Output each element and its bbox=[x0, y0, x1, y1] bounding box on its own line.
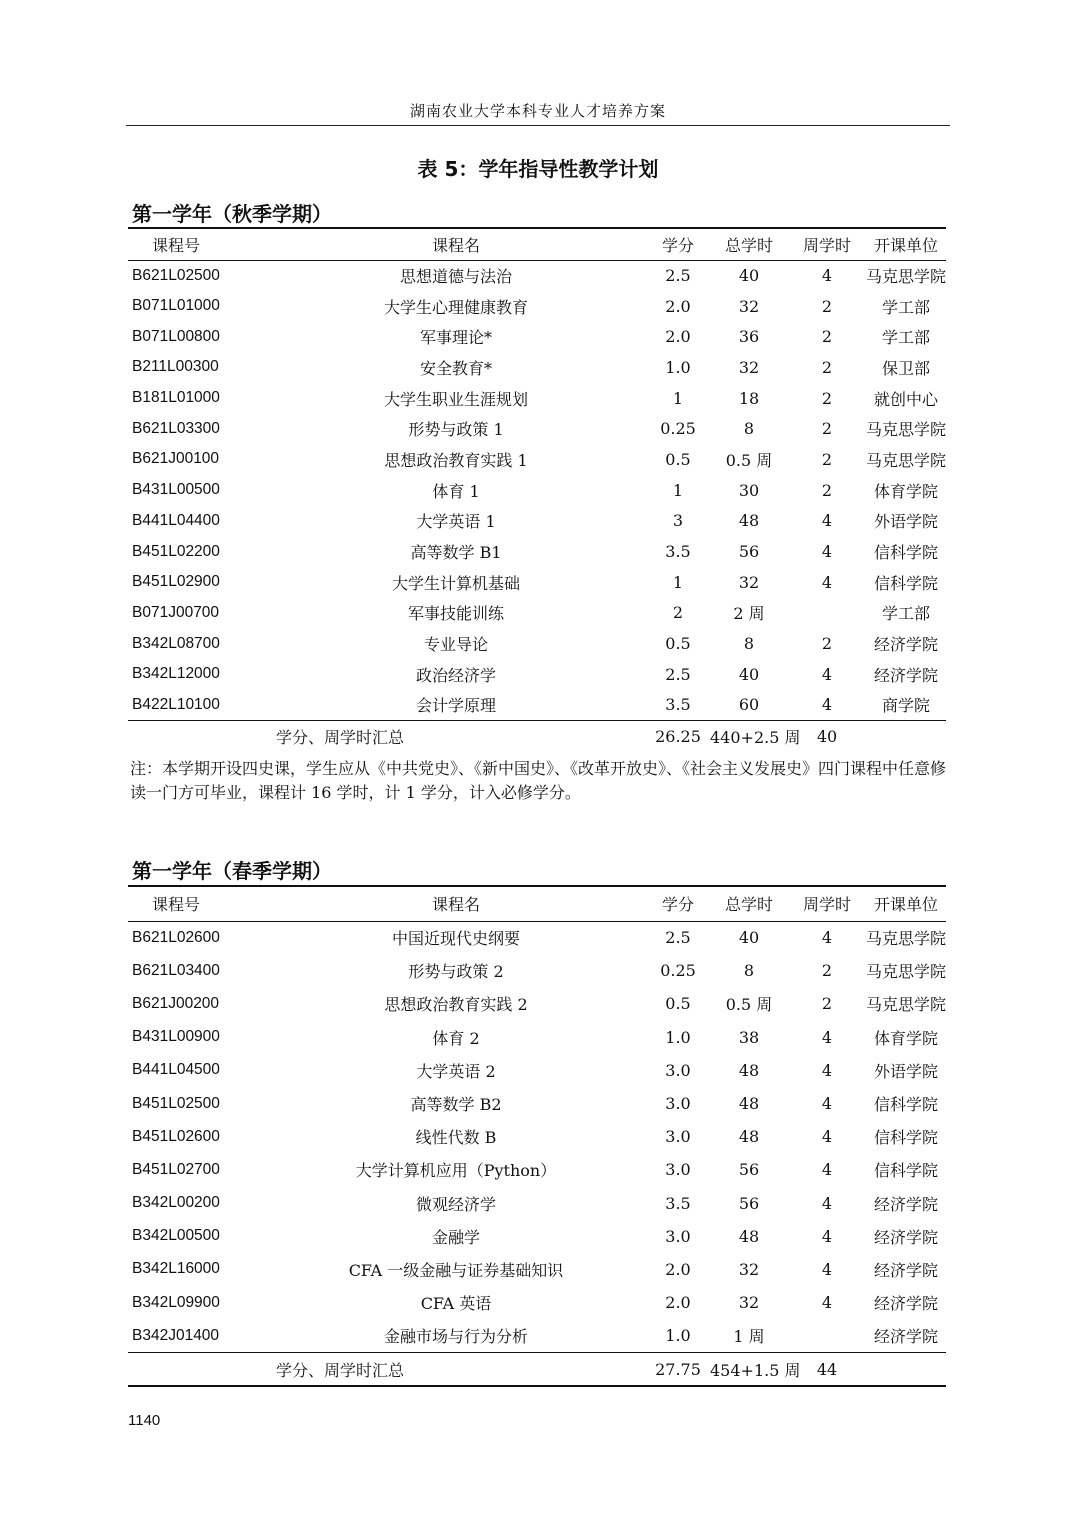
cell-credits: 3 bbox=[672, 511, 684, 531]
cell-course-name: CFA 英语 bbox=[420, 1294, 492, 1314]
cell-total-hours: 38 bbox=[738, 1027, 760, 1047]
page-header: 湖南农业大学本科专业人才培养方案 bbox=[126, 100, 950, 126]
cell-weekly-hours: 2 bbox=[821, 357, 833, 377]
cell-department: 经济学院 bbox=[873, 1294, 938, 1314]
cell-weekly-hours bbox=[788, 1319, 866, 1352]
table-row bbox=[128, 383, 946, 414]
cell-credits: 1 bbox=[672, 388, 684, 408]
cell-course-code: B071J00700 bbox=[132, 603, 220, 621]
cell-department: 经济学院 bbox=[873, 1327, 938, 1347]
cell-credits: 2.5 bbox=[665, 928, 691, 948]
cell-weekly-hours: 4 bbox=[821, 511, 833, 531]
cell-department: 经济学院 bbox=[873, 1194, 938, 1214]
cell-total-hours: 8 bbox=[743, 634, 755, 654]
column-header-credits: 学分 bbox=[661, 235, 694, 255]
cell-weekly-hours: 2 bbox=[821, 327, 833, 347]
summary-department bbox=[866, 1352, 946, 1386]
cell-weekly-hours: 4 bbox=[821, 1226, 833, 1246]
cell-course-code: B621J00200 bbox=[132, 994, 220, 1012]
cell-department: 经济学院 bbox=[873, 665, 938, 685]
column-header-weekly-hours: 周学时 bbox=[802, 895, 851, 915]
table-row bbox=[128, 628, 946, 659]
table-row bbox=[128, 1253, 946, 1286]
cell-course-code: B621L02500 bbox=[132, 266, 220, 284]
column-header-course-code: 课程号 bbox=[152, 235, 201, 255]
cell-course-name: 专业导论 bbox=[423, 635, 488, 655]
cell-department: 信科学院 bbox=[873, 543, 938, 563]
cell-total-hours: 60 bbox=[738, 695, 760, 715]
cell-department: 马克思学院 bbox=[866, 267, 947, 287]
table-row bbox=[128, 536, 946, 567]
cell-department: 信科学院 bbox=[873, 1128, 938, 1148]
cell-total-hours: 32 bbox=[738, 357, 760, 377]
cell-department: 经济学院 bbox=[873, 635, 938, 655]
cell-total-hours: 48 bbox=[738, 1094, 760, 1114]
cell-total-hours: 32 bbox=[738, 296, 760, 316]
table-row bbox=[128, 1286, 946, 1319]
cell-course-code: B422L10100 bbox=[132, 695, 220, 713]
cell-total-hours: 8 bbox=[743, 961, 755, 981]
cell-weekly-hours: 2 bbox=[821, 419, 833, 439]
cell-course-code: B431L00500 bbox=[132, 481, 220, 499]
table-row bbox=[128, 1153, 946, 1186]
cell-total-hours: 48 bbox=[738, 1127, 760, 1147]
column-header-course-code: 课程号 bbox=[152, 895, 201, 915]
cell-department: 马克思学院 bbox=[866, 995, 947, 1015]
cell-weekly-hours: 2 bbox=[821, 388, 833, 408]
table-row bbox=[128, 444, 946, 475]
cell-course-code: B451L02900 bbox=[132, 573, 220, 591]
cell-total-hours: 32 bbox=[738, 1259, 760, 1279]
table-title: 表 5：学年指导性教学计划 bbox=[417, 157, 659, 181]
cell-department: 信科学院 bbox=[873, 1095, 938, 1115]
summary-total-hours: 454+1.5 周 bbox=[710, 1360, 801, 1380]
cell-credits: 1.0 bbox=[665, 357, 691, 377]
cell-weekly-hours: 2 bbox=[821, 480, 833, 500]
summary-total-hours: 440+2.5 周 bbox=[710, 728, 801, 748]
table-row bbox=[128, 1021, 946, 1054]
cell-credits: 3.5 bbox=[665, 1193, 691, 1213]
cell-total-hours: 2 周 bbox=[733, 604, 765, 624]
cell-course-name: 金融市场与行为分析 bbox=[383, 1327, 528, 1347]
table-row bbox=[128, 659, 946, 690]
table-row bbox=[128, 567, 946, 598]
summary-department bbox=[866, 720, 946, 752]
cell-department: 马克思学院 bbox=[866, 420, 947, 440]
table-row bbox=[128, 506, 946, 537]
column-header-weekly-hours: 周学时 bbox=[802, 235, 851, 255]
cell-course-code: B071L00800 bbox=[132, 327, 220, 345]
cell-total-hours: 1 周 bbox=[733, 1327, 765, 1347]
cell-weekly-hours: 4 bbox=[821, 695, 833, 715]
cell-weekly-hours: 4 bbox=[821, 1193, 833, 1213]
cell-course-code: B441L04400 bbox=[132, 511, 220, 529]
summary-weekly-hours: 40 bbox=[816, 727, 838, 747]
cell-credits: 3.0 bbox=[665, 1160, 691, 1180]
column-header-total-hours: 总学时 bbox=[724, 235, 773, 255]
page-number: 1140 bbox=[128, 1412, 161, 1429]
column-header-total-hours: 总学时 bbox=[724, 895, 773, 915]
cell-weekly-hours: 4 bbox=[821, 1094, 833, 1114]
cell-course-code: B621L02600 bbox=[132, 928, 220, 946]
cell-total-hours: 48 bbox=[738, 511, 760, 531]
table-row bbox=[128, 413, 946, 444]
column-header-department: 开课单位 bbox=[873, 235, 938, 255]
table-row bbox=[128, 352, 946, 383]
cell-department: 体育学院 bbox=[873, 481, 938, 501]
cell-credits: 2.5 bbox=[665, 664, 691, 684]
cell-course-name: 安全教育* bbox=[419, 358, 492, 378]
cell-credits: 0.5 bbox=[665, 449, 691, 469]
cell-department: 外语学院 bbox=[873, 1061, 938, 1081]
cell-course-name: 思想政治教育实践 2 bbox=[384, 995, 528, 1015]
cell-department: 马克思学院 bbox=[866, 929, 947, 949]
table-row bbox=[128, 1120, 946, 1153]
cell-course-name: 形势与政策 2 bbox=[408, 962, 504, 982]
cell-weekly-hours: 4 bbox=[821, 1060, 833, 1080]
cell-course-name: 大学英语 2 bbox=[416, 1061, 496, 1081]
cell-course-name: 会计学原理 bbox=[415, 696, 496, 716]
cell-department: 经济学院 bbox=[873, 1260, 938, 1280]
cell-total-hours: 48 bbox=[738, 1226, 760, 1246]
cell-course-code: B342L16000 bbox=[132, 1260, 220, 1278]
cell-course-code: B431L00900 bbox=[132, 1028, 220, 1046]
cell-course-code: B342J01400 bbox=[132, 1326, 220, 1344]
cell-course-name: 中国近现代史纲要 bbox=[391, 929, 520, 949]
column-header-course-name: 课程名 bbox=[431, 895, 480, 915]
autumn-course-table bbox=[128, 227, 946, 752]
cell-course-code: B621J00100 bbox=[132, 450, 220, 468]
cell-course-name: 体育 2 bbox=[432, 1028, 480, 1048]
autumn-section-title: 第一学年（秋季学期） bbox=[132, 202, 332, 226]
cell-credits: 0.25 bbox=[660, 419, 696, 439]
cell-course-name: 形势与政策 1 bbox=[408, 420, 504, 440]
cell-course-code: B621L03300 bbox=[132, 419, 220, 437]
cell-course-name: 思想道德与法治 bbox=[399, 267, 512, 287]
cell-course-name: 政治经济学 bbox=[415, 665, 496, 685]
cell-course-name: 军事技能训练 bbox=[407, 604, 504, 624]
cell-department: 就创中心 bbox=[873, 389, 938, 409]
cell-weekly-hours: 4 bbox=[821, 1027, 833, 1047]
cell-course-name: 微观经济学 bbox=[415, 1194, 496, 1214]
cell-weekly-hours: 2 bbox=[821, 961, 833, 981]
cell-course-code: B451L02700 bbox=[132, 1160, 220, 1178]
cell-course-name: 体育 1 bbox=[432, 481, 480, 501]
cell-credits: 2.0 bbox=[665, 1259, 691, 1279]
cell-weekly-hours: 2 bbox=[821, 296, 833, 316]
cell-course-code: B451L02600 bbox=[132, 1127, 220, 1145]
cell-total-hours: 30 bbox=[738, 480, 760, 500]
table-row bbox=[128, 321, 946, 352]
cell-weekly-hours: 4 bbox=[821, 928, 833, 948]
cell-course-name: 大学英语 1 bbox=[416, 512, 496, 532]
cell-course-code: B342L12000 bbox=[132, 665, 220, 683]
cell-total-hours: 0.5 周 bbox=[725, 995, 773, 1015]
cell-total-hours: 56 bbox=[738, 542, 760, 562]
note-text: 注：本学期开设四史课，学生应从《中共党史》、《新中国史》、《改革开放史》、《社会主义发展史》四门课程中任意修读一门方可毕业，课程计 16 学时，计 1 学分，计入必修学分。 bbox=[130, 759, 947, 802]
summary-label: 学分、周学时汇总 bbox=[275, 728, 404, 748]
cell-total-hours: 40 bbox=[738, 266, 760, 286]
cell-weekly-hours: 2 bbox=[821, 994, 833, 1014]
table-row bbox=[128, 921, 946, 954]
table-row bbox=[128, 1319, 946, 1352]
cell-course-code: B621L03400 bbox=[132, 961, 220, 979]
cell-total-hours: 36 bbox=[738, 327, 760, 347]
cell-course-code: B451L02200 bbox=[132, 542, 220, 560]
cell-course-name: 高等数学 B2 bbox=[410, 1095, 502, 1115]
cell-department: 学工部 bbox=[881, 328, 930, 348]
cell-course-name: 思想政治教育实践 1 bbox=[384, 450, 528, 470]
table-row bbox=[128, 291, 946, 322]
cell-weekly-hours: 2 bbox=[821, 634, 833, 654]
summary-row bbox=[128, 720, 946, 752]
summary-credits: 27.75 bbox=[655, 1359, 701, 1379]
cell-weekly-hours: 2 bbox=[821, 449, 833, 469]
cell-course-name: 大学生计算机基础 bbox=[391, 573, 520, 593]
summary-label: 学分、周学时汇总 bbox=[275, 1360, 404, 1380]
cell-weekly-hours bbox=[788, 598, 866, 629]
cell-weekly-hours: 4 bbox=[821, 542, 833, 562]
cell-total-hours: 48 bbox=[738, 1060, 760, 1080]
cell-department: 保卫部 bbox=[881, 358, 930, 378]
cell-course-code: B342L08700 bbox=[132, 634, 220, 652]
summary-row bbox=[128, 1352, 946, 1386]
cell-course-code: B071L01000 bbox=[132, 297, 220, 315]
cell-total-hours: 18 bbox=[738, 388, 760, 408]
cell-total-hours: 56 bbox=[738, 1160, 760, 1180]
cell-course-name: CFA 一级金融与证券基础知识 bbox=[348, 1260, 564, 1280]
cell-course-name: 线性代数 B bbox=[415, 1128, 497, 1148]
cell-total-hours: 40 bbox=[738, 928, 760, 948]
cell-total-hours: 32 bbox=[738, 1293, 760, 1313]
cell-credits: 0.5 bbox=[665, 634, 691, 654]
table-row bbox=[128, 598, 946, 629]
column-header-department: 开课单位 bbox=[873, 895, 938, 915]
cell-course-code: B342L00500 bbox=[132, 1227, 220, 1245]
column-header-course-name: 课程名 bbox=[431, 235, 480, 255]
cell-credits: 3.0 bbox=[665, 1094, 691, 1114]
cell-department: 外语学院 bbox=[873, 512, 938, 532]
cell-department: 信科学院 bbox=[873, 1161, 938, 1181]
cell-course-name: 高等数学 B1 bbox=[410, 543, 502, 563]
cell-course-name: 金融学 bbox=[431, 1227, 480, 1247]
cell-credits: 3.0 bbox=[665, 1226, 691, 1246]
cell-credits: 2.5 bbox=[665, 266, 691, 286]
table-row bbox=[128, 987, 946, 1020]
table-row bbox=[128, 1220, 946, 1253]
cell-course-name: 大学生心理健康教育 bbox=[383, 297, 528, 317]
table-row bbox=[128, 1187, 946, 1220]
cell-credits: 3.5 bbox=[665, 695, 691, 715]
table-row bbox=[128, 260, 946, 291]
cell-weekly-hours: 4 bbox=[821, 1127, 833, 1147]
cell-credits: 2.0 bbox=[665, 1293, 691, 1313]
cell-course-code: B181L01000 bbox=[132, 389, 220, 407]
cell-weekly-hours: 4 bbox=[821, 1160, 833, 1180]
cell-course-code: B441L04500 bbox=[132, 1061, 220, 1079]
cell-course-code: B451L02500 bbox=[132, 1094, 220, 1112]
cell-credits: 3.0 bbox=[665, 1127, 691, 1147]
cell-department: 体育学院 bbox=[873, 1028, 938, 1048]
cell-weekly-hours: 4 bbox=[821, 1293, 833, 1313]
cell-total-hours: 8 bbox=[743, 419, 755, 439]
table-row bbox=[128, 1087, 946, 1120]
cell-credits: 2 bbox=[672, 603, 684, 623]
cell-credits: 1 bbox=[672, 572, 684, 592]
spring-section-title: 第一学年（春季学期） bbox=[132, 859, 332, 883]
cell-course-code: B342L09900 bbox=[132, 1293, 220, 1311]
cell-credits: 0.5 bbox=[665, 994, 691, 1014]
cell-total-hours: 40 bbox=[738, 664, 760, 684]
cell-weekly-hours: 4 bbox=[821, 664, 833, 684]
cell-course-name: 大学计算机应用（Python） bbox=[355, 1161, 557, 1181]
cell-course-name: 大学生职业生涯规划 bbox=[383, 389, 528, 409]
cell-department: 学工部 bbox=[881, 604, 930, 624]
cell-course-code: B342L00200 bbox=[132, 1194, 220, 1212]
cell-credits: 1.0 bbox=[665, 1326, 691, 1346]
cell-credits: 3.5 bbox=[665, 542, 691, 562]
cell-department: 经济学院 bbox=[873, 1227, 938, 1247]
cell-total-hours: 0.5 周 bbox=[725, 450, 773, 470]
cell-weekly-hours: 4 bbox=[821, 1259, 833, 1279]
column-header-credits: 学分 bbox=[661, 895, 694, 915]
summary-credits: 26.25 bbox=[655, 727, 701, 747]
cell-total-hours: 32 bbox=[738, 572, 760, 592]
summary-weekly-hours: 44 bbox=[816, 1359, 838, 1379]
cell-department: 马克思学院 bbox=[866, 450, 947, 470]
table-row bbox=[128, 690, 946, 721]
cell-credits: 3.0 bbox=[665, 1060, 691, 1080]
cell-credits: 1.0 bbox=[665, 1027, 691, 1047]
cell-credits: 2.0 bbox=[665, 327, 691, 347]
table-header-row bbox=[128, 228, 946, 260]
cell-weekly-hours: 4 bbox=[821, 572, 833, 592]
cell-department: 马克思学院 bbox=[866, 962, 947, 982]
cell-total-hours: 56 bbox=[738, 1193, 760, 1213]
table-row bbox=[128, 475, 946, 506]
cell-credits: 2.0 bbox=[665, 296, 691, 316]
cell-department: 信科学院 bbox=[873, 573, 938, 593]
table-row bbox=[128, 1054, 946, 1087]
cell-course-name: 军事理论* bbox=[419, 328, 492, 348]
spring-course-table bbox=[128, 885, 946, 1387]
cell-course-code: B211L00300 bbox=[132, 358, 219, 376]
cell-department: 学工部 bbox=[881, 297, 930, 317]
cell-department: 商学院 bbox=[881, 696, 930, 716]
cell-weekly-hours: 4 bbox=[821, 266, 833, 286]
cell-credits: 0.25 bbox=[660, 961, 696, 981]
cell-credits: 1 bbox=[672, 480, 684, 500]
table-row bbox=[128, 954, 946, 987]
table-header-row bbox=[128, 886, 946, 921]
